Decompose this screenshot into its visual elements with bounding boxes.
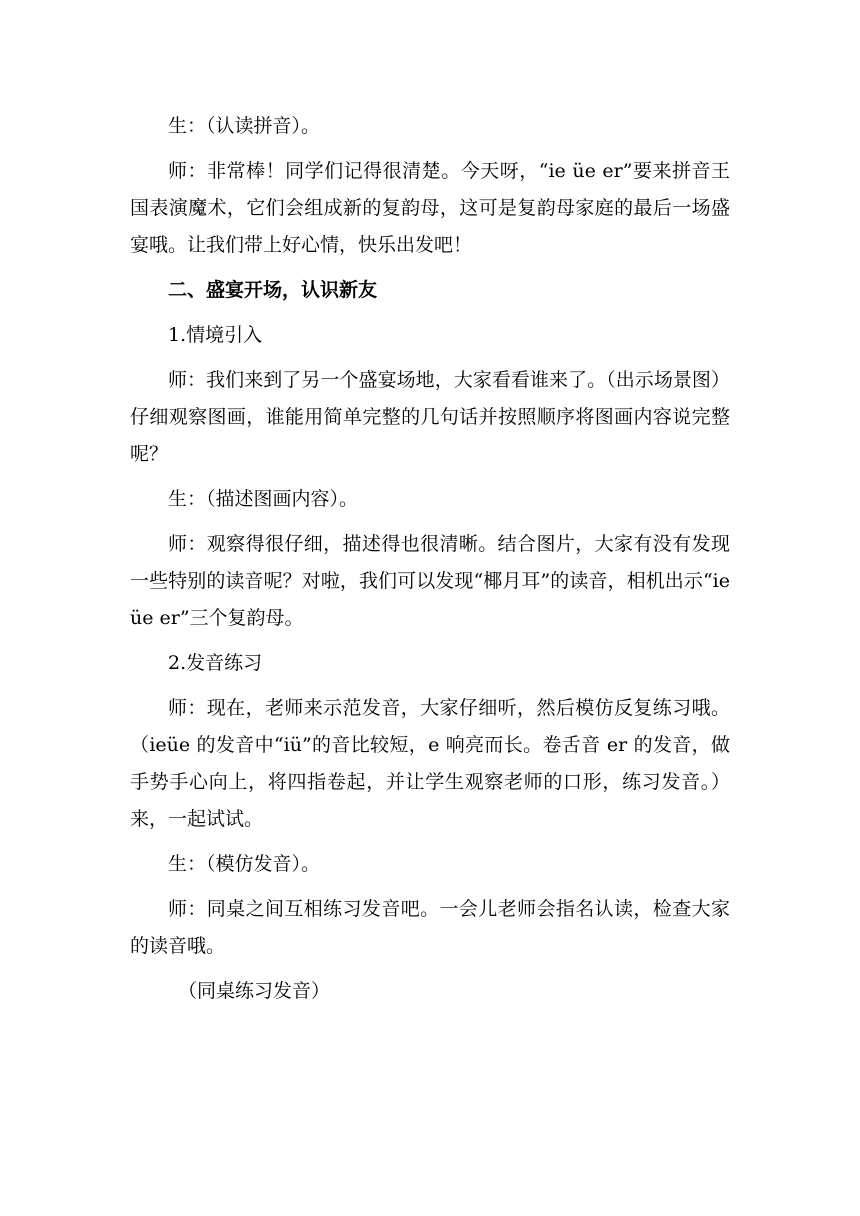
subsection-heading-pronunciation: 2.发音练习 [168,652,263,674]
paragraph-teacher-pair: 师：同桌之间互相练习发音吧。一会儿老师会指名认读，检查大家的读音哦。 [130,898,730,957]
paragraph-student-reading: 生：（认读拼音）。 [168,115,321,137]
paragraph-teacher-intro: 师：非常棒！同学们记得很清楚。今天呀，“ie üe er”要来拼音王国表演魔术，它们会组成新的复韵母，这可是复韵母家庭的最后一场盛宴哦。让我们带上好心情，快乐出发吧！ [130,160,730,256]
paragraph-teacher-observe: 师：观察得很仔细，描述得也很清晰。结合图片，大家有没有发现一些特别的读音呢？对啦，我们可以发现“椰月耳”的读音，相机出示“ie üe er”三个复韵母。 [130,533,730,629]
paragraph-student-describe: 生：（描述图画内容）。 [168,488,359,510]
paragraph-teacher-demo: 师：现在，老师来示范发音，大家仔细听，然后模仿反复练习哦。（ieüe 的发音中“iü”的音比较短，e 响亮而长。卷舌音 er 的发音，做手势手心向上，将四指卷起，并让学生观察老师的口形，练习发音。）来，一起试试。 [130,697,730,830]
paragraph-pair-practice: （同桌练习发音） [178,980,331,1002]
subsection-heading-situation: 1.情境引入 [168,324,263,346]
section-heading: 二、盛宴开场，认识新友 [168,279,378,301]
document-page [130,108,730,1010]
paragraph-student-imitate: 生：（模仿发音）。 [168,853,321,875]
paragraph-teacher-scene: 师：我们来到了另一个盛宴场地，大家看看谁来了。（出示场景图）仔细观察图画，谁能用简单完整的几句话并按照顺序将图画内容说完整呢？ [130,369,730,465]
